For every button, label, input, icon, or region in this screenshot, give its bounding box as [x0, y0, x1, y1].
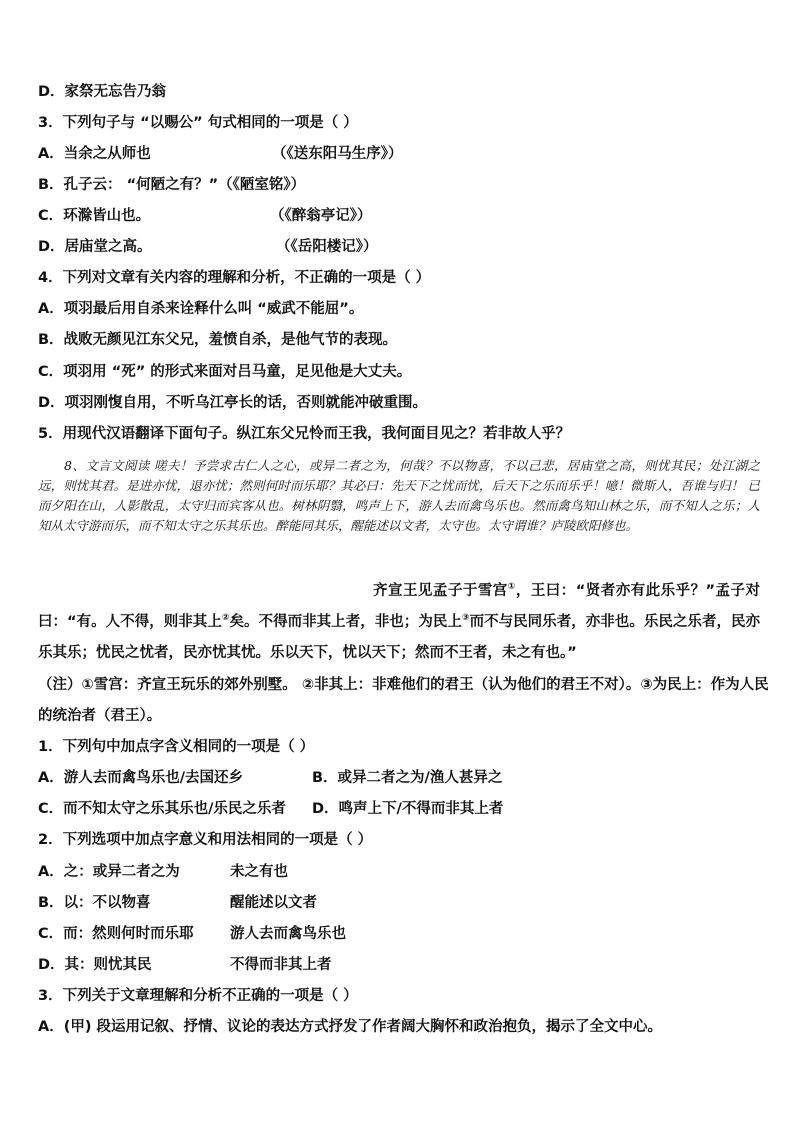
mencius-text: 而不与民同乐者，亦非也。乐民之乐者，民亦乐其乐；忧民之忧者，民亦忧其忧。乐以天下，忧以天下；然而不王者，未之有也。” [38, 614, 761, 661]
option-d-line: D．家祭无忘告乃翁 [38, 84, 167, 100]
option-text: C．环滁皆山也。 [38, 208, 151, 224]
q4-option-b: B．战败无颜见江东父兄，羞愤自杀，是他气节的表现。 [38, 332, 398, 348]
question-4-stem: 4．下列对文章有关内容的理解和分析，不正确的一项是（ ） [38, 270, 431, 286]
option-text: A．之：或异二者之为 [38, 864, 180, 880]
q4-option-a: A．项羽最后用自杀来诠释什么叫 “威武不能屈”。 [38, 301, 364, 317]
option-text: C．而：然则何时而乐耶 [38, 926, 194, 942]
option-compare: 醒能述以文者 [230, 895, 317, 911]
option-text: D．其：则忧其民 [38, 957, 152, 973]
q4-option-c: C．项羽用 “死” 的形式来面对吕马童，足见他是大丈夫。 [38, 364, 412, 380]
q2-option-d [38, 955, 758, 975]
q4-option-d: D．项羽刚愎自用，不听乌江亭长的话，否则就能冲破重围。 [38, 395, 428, 411]
footnote-mark: ③ [461, 613, 470, 624]
footnote-mark: ① [507, 582, 516, 593]
source-title: （《送东阳马生序》） [272, 146, 403, 162]
q1-option-d: D．鸣声上下/不得而非其上者 [312, 801, 504, 817]
q3-option-a [38, 144, 758, 164]
mencius-text: 矣。不得而非其上者，非也；为民上 [229, 614, 462, 630]
q1-option-b: B．或异二者之为/渔人甚异之 [312, 770, 503, 786]
option-compare: 不得而非其上者 [230, 957, 332, 973]
q2-option-a [38, 862, 758, 882]
question-1-stem: 1．下列句中加点字含义相同的一项是（ ） [38, 739, 315, 755]
question-2-stem: 2．下列选项中加点字意义和用法相同的一项是（ ） [38, 832, 373, 848]
q1-options-ab [38, 768, 758, 788]
option-compare: 未之有也 [230, 864, 288, 880]
passage-text: 8、文言文阅读 嗟夫！予尝求古仁人之心，或异二者之为，何哉？不以物喜，不以己悲，居庙堂之高，则忧其民；处江湖之远，则忧其君。是进亦忧，退亦忧；然则何时而乐耶？其必曰：先天下之忧而忧，后天下之乐而乐乎！噫！微斯人，吾谁与归！ 已而夕阳在山，人影散乱，太守归而宾客从也。树林阴翳，鸣声上下，游人去而禽鸟乐也。然而禽鸟知山林之乐，而不知人之乐；人知从太守游而乐，而不知太守之乐其乐也。醉能同其乐，醒能述以文者，太守也。太守谓谁？庐陵欧阳修也。 [38, 458, 760, 533]
question-3-stem: 3．下列句子与 “以赐公” 句式相同的一项是（ ） [38, 115, 358, 131]
annotation-line-1: （注）①雪宫：齐宣王玩乐的郊外别墅。 ②非其上：非难他们的君王（认为他们的君王不对）。③为民上：作为人民 [38, 677, 769, 693]
q3-option-c [38, 206, 758, 226]
mencius-text: 齐宣王见孟子于雪宫 [373, 583, 508, 599]
q3-option-d [38, 237, 758, 257]
q1-option-c: C．而不知太守之乐其乐也/乐民之乐者 [38, 801, 286, 817]
option-text: A．当余之从师也 [38, 146, 151, 162]
question-5-stem: 5．用现代汉语翻译下面句子。纵江东父兄怜而王我，我何面目见之？若非故人乎？ [38, 426, 571, 442]
option-text: B．以：不以物喜 [38, 895, 151, 911]
mencius-text: ，王曰：“贤者亦有此乐乎？”孟子对曰：“有。人不得，则非其上 [38, 583, 760, 630]
q3b-option-a: A．(甲) 段运用记叙、抒情、议论的表达方式抒发了作者阔大胸怀和政治抱负，揭示了全文中心。 [38, 1019, 663, 1035]
q1-options-cd [38, 799, 758, 819]
annotation-line-2: 的统治者（君王）。 [38, 708, 162, 724]
mencius-passage [38, 576, 760, 669]
q2-option-c [38, 924, 758, 944]
q2-option-b [38, 893, 758, 913]
source-title: （《醉翁亭记》） [270, 208, 372, 224]
option-compare: 游人去而禽鸟乐也 [230, 926, 346, 942]
option-text: D．居庙堂之高。 [38, 239, 152, 255]
footnote-mark: ② [221, 613, 230, 624]
q1-option-a: A．游人去而禽鸟乐也/去国还乡 [38, 770, 244, 786]
q3-option-b: B．孔子云： “何陋之有？”（《陋室铭》） [38, 177, 306, 193]
classical-passage [38, 456, 760, 536]
source-title: （《岳阳楼记》） [276, 239, 378, 255]
question-3b-stem: 3．下列关于文章理解和分析不正确的一项是（ ） [38, 988, 358, 1004]
